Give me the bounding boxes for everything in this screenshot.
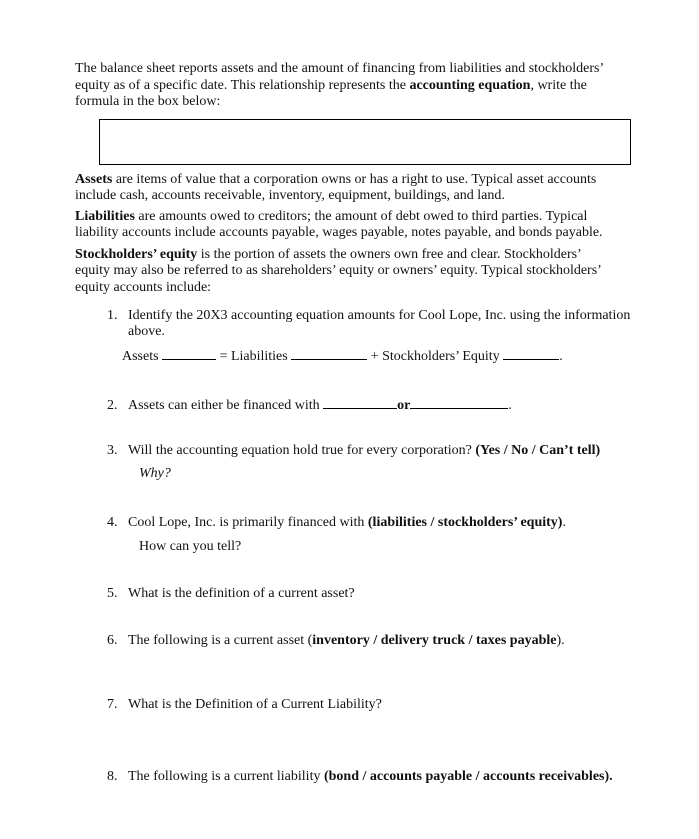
- intro-line-3: formula in the box below:: [75, 94, 221, 109]
- answer-options: (liabilities / stockholders’ equity): [367, 515, 563, 530]
- equity-blank[interactable]: [503, 347, 559, 360]
- question-8: [107, 768, 613, 785]
- question-1-line-2: above.: [128, 324, 165, 339]
- financing-blank-2[interactable]: [410, 396, 508, 409]
- question-number: 8.: [107, 769, 118, 784]
- question-2: [107, 396, 512, 414]
- equity-line-3: equity accounts include:: [75, 280, 212, 295]
- equation-answer-line: [122, 347, 563, 365]
- equity-line-1: [75, 246, 582, 263]
- question-text: Assets can either be financed with: [128, 398, 324, 413]
- liabilities-line-2: liability accounts include accounts payable, wages payable, notes payable, and bonds payable.: [75, 225, 603, 240]
- period: .: [508, 398, 512, 413]
- equity-label: + Stockholders’ Equity: [370, 349, 500, 364]
- question-number: 7.: [107, 697, 118, 712]
- question-text: Will the accounting equation hold true for every corporation?: [128, 443, 476, 458]
- answer-options: (Yes / No / Can’t tell): [475, 443, 601, 458]
- or-text: or: [397, 398, 411, 413]
- question-number: 2.: [107, 398, 118, 413]
- assets-term: Assets: [75, 172, 113, 187]
- liabilities-line-1: [75, 208, 587, 225]
- question-number: 5.: [107, 586, 118, 601]
- question-4-sub: How can you tell?: [139, 539, 242, 554]
- question-text: The following is a current liability: [128, 769, 324, 784]
- question-text: What is the Definition of a Current Liability?: [128, 697, 382, 712]
- question-6: [107, 632, 565, 649]
- answer-options: (bond / accounts payable / accounts receivables).: [323, 769, 613, 784]
- equity-line-2: equity may also be referred to as shareholders’ equity or owners’ equity. Typical stockholders’: [75, 263, 602, 278]
- period: .: [562, 515, 566, 530]
- question-7: [107, 696, 382, 713]
- intro-line-2: [75, 77, 587, 94]
- question-number: 4.: [107, 515, 118, 530]
- question-number: 1.: [107, 308, 118, 323]
- question-text: What is the definition of a current asset?: [128, 586, 355, 601]
- assets-text: are items of value that a corporation owns or has a right to use. Typical asset accounts: [112, 172, 597, 187]
- question-number: 6.: [107, 633, 118, 648]
- assets-blank[interactable]: [162, 347, 216, 360]
- question-1: [107, 307, 630, 324]
- assets-line-2: include cash, accounts receivable, inventory, equipment, buildings, and land.: [75, 188, 505, 203]
- why-prompt: Why?: [139, 466, 171, 481]
- accounting-equation-term: accounting equation: [409, 78, 531, 93]
- assets-label: Assets: [122, 349, 159, 364]
- equity-text: is the portion of assets the owners own free and clear. Stockholders’: [197, 247, 582, 262]
- question-text: Cool Lope, Inc. is primarily financed with: [128, 515, 368, 530]
- formula-answer-box[interactable]: [99, 119, 631, 165]
- liabilities-term: Liabilities: [75, 209, 135, 224]
- liabilities-text: are amounts owed to creditors; the amount of debt owed to third parties. Typical: [134, 209, 588, 224]
- period: .: [559, 349, 563, 364]
- question-number: 3.: [107, 443, 118, 458]
- intro-text: equity as of a specific date. This relationship represents the: [75, 78, 410, 93]
- answer-options: inventory / delivery truck / taxes payable: [312, 633, 557, 648]
- question-5: [107, 585, 355, 602]
- question-text: The following is a current asset (: [128, 633, 313, 648]
- liabilities-blank[interactable]: [291, 347, 367, 360]
- period: ).: [556, 633, 565, 648]
- liabilities-label: = Liabilities: [219, 349, 288, 364]
- assets-line-1: [75, 171, 596, 188]
- equity-term: Stockholders’ equity: [75, 247, 198, 262]
- intro-text: , write the: [530, 78, 587, 93]
- financing-blank-1[interactable]: [323, 396, 397, 409]
- question-3: [107, 442, 600, 459]
- intro-line-1: The balance sheet reports assets and the amount of financing from liabilities and stockholders’: [75, 61, 605, 76]
- question-text: Identify the 20X3 accounting equation amounts for Cool Lope, Inc. using the information: [128, 308, 631, 323]
- question-4: [107, 514, 566, 531]
